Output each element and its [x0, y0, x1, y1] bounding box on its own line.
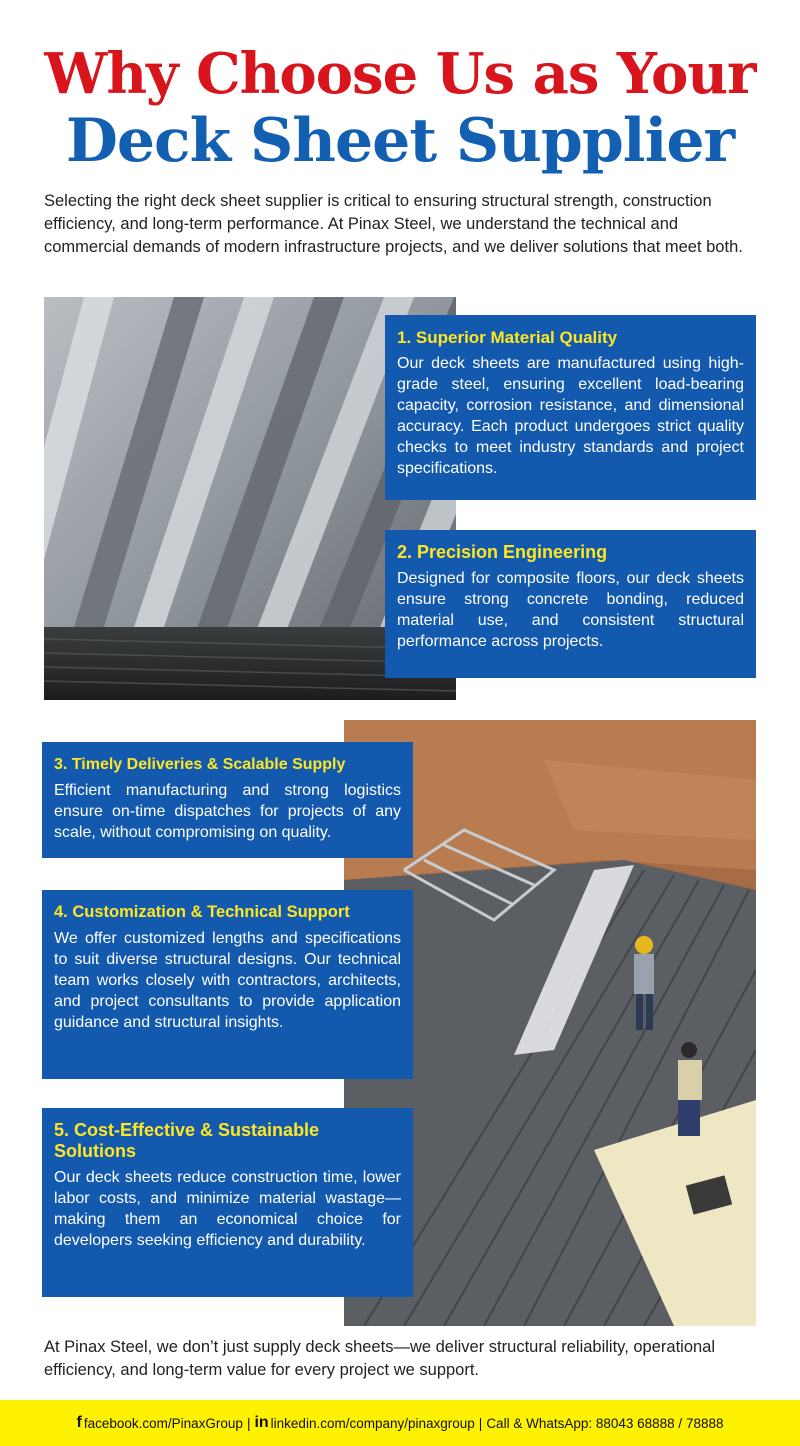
linkedin-link[interactable]: linkedin.com/company/pinaxgroup [270, 1415, 475, 1431]
linkedin-icon[interactable]: in [254, 1414, 269, 1431]
feature-card-1 [385, 315, 756, 500]
facebook-icon[interactable]: f [76, 1414, 82, 1431]
contact-info: Call & WhatsApp: 88043 68888 / 78888 [486, 1415, 724, 1431]
closing-paragraph: At Pinax Steel, we don’t just supply deck sheets—we deliver structural reliability, operational efficiency, and long-term value for every project we support. [44, 1338, 716, 1379]
feature-text: Our deck sheets reduce construction time, lower labor costs, and minimize material wastage—making them an economical choice for developers seeking efficiency and durability. [54, 1169, 401, 1249]
facebook-link[interactable]: facebook.com/PinaxGroup [83, 1415, 243, 1431]
feature-text: Our deck sheets are manufactured using high-grade steel, ensuring excellent load-bearing capacity, corrosion resistance, and dimensional accuracy. Each product undergoes strict quality checks to meet industry standards and project specifications. [397, 355, 744, 477]
separator: | [246, 1415, 251, 1431]
feature-title: 2. Precision Engineering [397, 542, 608, 562]
feature-card-4 [42, 890, 413, 1079]
feature-title: 1. Superior Material Quality [397, 328, 618, 347]
feature-title: 4. Customization & Technical Support [54, 903, 350, 921]
feature-title: 5. Cost-Effective & Sustainable Solutions [54, 1120, 320, 1161]
feature-text: Designed for composite floors, our deck sheets ensure strong concrete bonding, reduced material use, and consistent structural performance across projects. [397, 570, 744, 650]
feature-card-3 [42, 742, 413, 858]
page-title-line2: Deck Sheet Supplier [65, 106, 735, 176]
feature-card-5 [42, 1108, 413, 1297]
separator: | [478, 1415, 483, 1431]
feature-text: We offer customized lengths and specifications to suit diverse structural designs. Our technical team works closely with contractors, architects, and project consultants to provide application guidance and structural insights. [54, 930, 401, 1031]
intro-paragraph: Selecting the right deck sheet supplier is critical to ensuring structural strength, construction efficiency, and long-term performance. At Pinax Steel, we understand the technical and commercial demands of modern infrastructure projects, and we deliver solutions that meet both. [44, 192, 743, 256]
feature-card-2 [385, 530, 756, 678]
footer-bar [0, 1400, 800, 1446]
page-title-line1: Why Choose Us as Your [44, 41, 756, 107]
feature-title: 3. Timely Deliveries & Scalable Supply [54, 756, 346, 773]
feature-text: Efficient manufacturing and strong logistics ensure on-time dispatches for projects of any scale, without compromising on quality. [54, 782, 401, 841]
